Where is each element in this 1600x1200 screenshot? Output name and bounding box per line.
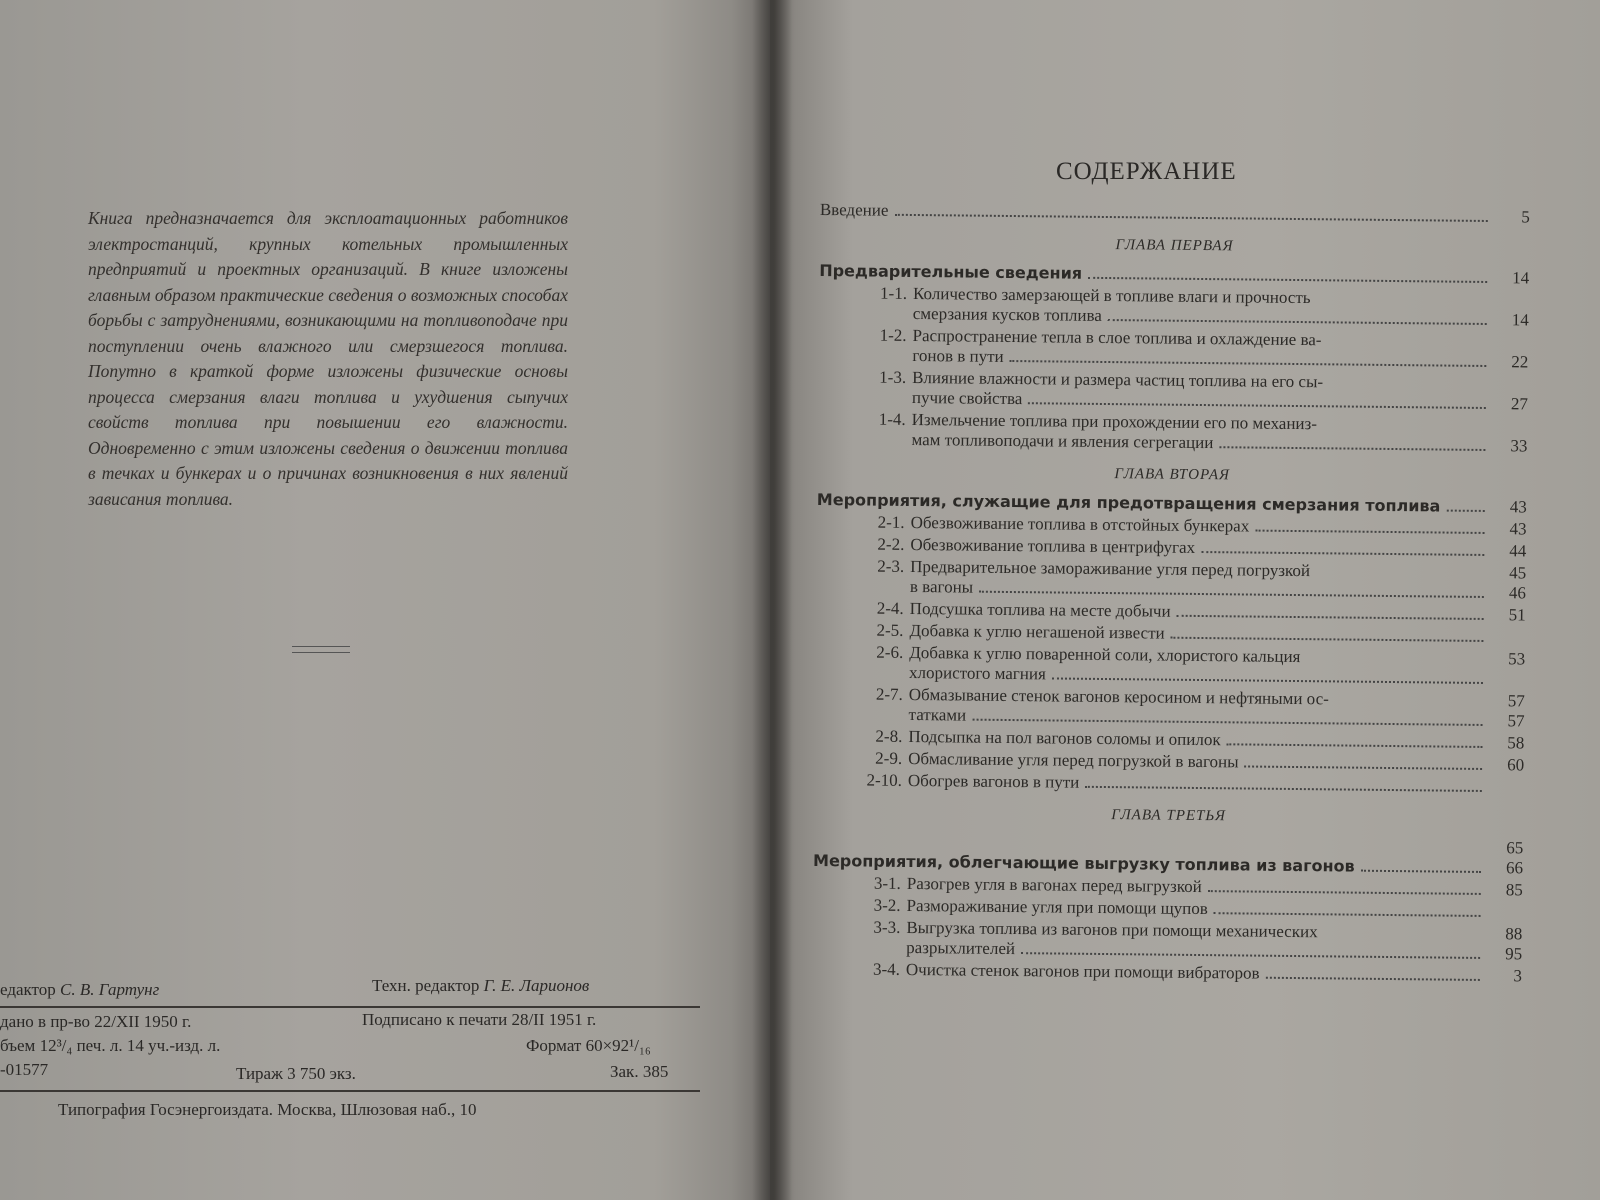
line-spacer <box>1321 345 1492 347</box>
section-title-line2: в вагоны <box>909 576 974 597</box>
printer-info: Типография Госэнергоиздата. Москва, Шлюзовая наб., 10 <box>58 1100 477 1119</box>
section-title-line1: Обмасливание угля перед погрузкой в вагоны <box>908 748 1239 772</box>
section-title-line2: разрыхлителей <box>906 937 1016 959</box>
dot-leader <box>1255 530 1484 534</box>
imprint-rule-bottom <box>0 1090 700 1092</box>
section-number: 1-3. <box>879 367 907 387</box>
section-page: 60 <box>1507 755 1525 775</box>
toc-section-2-6[interactable] <box>815 642 1525 689</box>
section-title-line1: Измельчение топлива при прохождении его по механиз- <box>911 409 1318 434</box>
toc-section-1-4[interactable] <box>817 409 1527 456</box>
dot-leader <box>1028 402 1486 409</box>
tech-editor-name: Г. Е. Ларионов <box>483 976 590 995</box>
imprint-rule-top <box>0 1006 700 1008</box>
line-spacer <box>1311 303 1493 305</box>
toc-section-2-3[interactable] <box>816 556 1526 603</box>
section-title-line2: хлористого магния <box>908 662 1046 684</box>
dot-leader <box>979 591 1484 598</box>
section-title-line1: Добавка к углю негашеной извести <box>909 620 1165 643</box>
chapter-page: 43 <box>1509 497 1527 517</box>
chapter-title: Предварительные сведения <box>819 260 1083 283</box>
divider-rule <box>292 646 350 653</box>
annotation-text: Книга предназначается для эксплоатационных работников электростанций, крупных котельных промышленных предприятий и проектных организаций. В книге изложены главным образом практические сведения о возможных способах борьбы с затруднениями, возникающими на топливоподаче при поступлении очень влажного или смерзшегося топлива. Попутно в краткой форме изложены физические основы процесса смерзания влаги топлива и ухудшения сыпучих свойств топлива при повышении его влажности. Одновременно с этим изложены сведения о движении топлива в течках и бункерах и о причинах возникновения в них явлений зависания топлива. <box>88 208 568 509</box>
section-page: 95 <box>1505 944 1523 964</box>
section-title-line1: Обмазывание стенок вагонов керосином и нефтяными ос- <box>908 684 1329 709</box>
section-title-line1: Выгрузка топлива из вагонов при помощи механических <box>906 917 1318 942</box>
dot-leader <box>1446 510 1484 512</box>
section-title-line1: Очистка стенок вагонов при помощи вибраторов <box>905 959 1260 983</box>
line-spacer <box>1318 937 1487 939</box>
section-number: 3-2. <box>873 895 901 915</box>
section-number: 2-2. <box>877 534 905 554</box>
section-body <box>909 643 1525 689</box>
section-title-line1: Размораживание угля при помощи щупов <box>906 895 1208 919</box>
section-page: 14 <box>1511 310 1529 330</box>
chapter-title: Мероприятия, служащие для предотвращения смерзания топлива <box>816 489 1441 516</box>
book-annotation <box>88 206 568 512</box>
tech-editor-line <box>372 976 589 996</box>
dot-leader <box>1021 952 1480 959</box>
section-number: 1-2. <box>879 325 907 345</box>
section-number: 2-5. <box>876 620 904 640</box>
section-line <box>906 960 1522 986</box>
submitted-date: дано в пр-во 22/XII 1950 г. <box>0 1012 192 1031</box>
chapter-page-top: 65 <box>1506 838 1524 858</box>
section-title-line2: смерзания кусков топлива <box>912 303 1102 325</box>
line-spacer <box>1310 576 1490 578</box>
section-title-line1: Добавка к углю поваренной соли, хлористого кальция <box>909 642 1301 667</box>
dot-leader <box>1085 786 1482 792</box>
line-spacer <box>1300 662 1489 664</box>
tech-editor-label: Техн. редактор <box>372 976 480 995</box>
dot-leader <box>1177 615 1484 620</box>
print-run: Тираж 3 750 экз. <box>236 1064 356 1083</box>
editor-name: С. В. Гартунг <box>60 980 160 999</box>
dot-leader <box>1088 277 1487 283</box>
code-info: -01577 <box>0 1060 49 1079</box>
section-number: 2-7. <box>875 684 903 704</box>
dot-leader <box>1208 890 1481 895</box>
section-title-line1: Обогрев вагонов в пути <box>907 770 1080 792</box>
section-page-top: 53 <box>1508 649 1526 669</box>
section-page: 27 <box>1510 394 1529 414</box>
section-page: 46 <box>1508 583 1527 603</box>
toc-title: СОДЕРЖАНИЕ <box>1056 158 1237 185</box>
section-page-top: 45 <box>1509 563 1527 583</box>
section-number: 3-4. <box>872 959 901 979</box>
section-body <box>906 960 1522 986</box>
book-gutter <box>752 0 792 1200</box>
section-body <box>913 284 1529 330</box>
section-title-line1: Подсыпка на пол вагонов соломы и опилок <box>908 726 1221 750</box>
section-number: 2-4. <box>876 598 904 618</box>
toc-section-1-2[interactable] <box>818 325 1528 372</box>
toc-section-2-7[interactable] <box>815 684 1525 731</box>
dot-leader <box>1265 977 1479 981</box>
section-number: 2-3. <box>877 556 905 576</box>
section-page: 33 <box>1510 436 1528 456</box>
section-number: 2-1. <box>877 512 905 532</box>
toc-section-3-3[interactable] <box>812 917 1522 964</box>
signed-date: Подписано к печати 28/II 1951 г. <box>362 1010 597 1029</box>
section-title-line1: Влияние влажности и размера частиц топлива на его сы- <box>912 367 1324 392</box>
section-title-line2: гонов в пути <box>912 345 1004 366</box>
section-title-line2: мам топливоподачи и явления сегрегации <box>911 429 1214 453</box>
section-page-top: 57 <box>1507 691 1525 711</box>
toc-section-1-3[interactable] <box>818 367 1528 414</box>
dot-leader <box>1010 360 1487 367</box>
dot-leader <box>972 719 1482 726</box>
dot-leader <box>1052 677 1483 684</box>
line-spacer <box>1329 704 1489 706</box>
section-body <box>910 557 1526 603</box>
dot-leader <box>1245 765 1483 769</box>
line-spacer <box>1323 387 1492 389</box>
section-number: 2-6. <box>876 642 904 662</box>
section-body <box>911 410 1527 456</box>
volume-info: бъем 12³/₄ печ. л. 14 уч.-изд. л. <box>0 1036 221 1055</box>
section-title-line1: Обезвоживание топлива в центрифугах <box>910 534 1196 557</box>
toc-intro-label: Введение <box>819 200 889 220</box>
line-spacer <box>1317 429 1492 431</box>
section-body <box>908 771 1524 797</box>
section-page: 51 <box>1508 605 1526 625</box>
section-number: 1-1. <box>880 283 908 303</box>
section-page: 3 <box>1513 966 1523 986</box>
order-number: Зак. 385 <box>610 1062 669 1081</box>
dot-leader <box>1108 319 1487 325</box>
chapter-title: Мероприятия, облегчающие выгрузку топлива из вагонов <box>812 850 1355 876</box>
chapter-label: ГЛАВА ПЕРВАЯ <box>1115 237 1234 255</box>
section-page: 22 <box>1511 352 1529 372</box>
section-page: 44 <box>1509 541 1527 561</box>
toc-intro-page: 5 <box>1521 207 1530 227</box>
chapter-page: 14 <box>1512 268 1530 288</box>
toc-chapters <box>812 234 1530 986</box>
section-title-line1: Предварительное замораживание угля перед погрузкой <box>910 556 1311 581</box>
editor-label: едактор <box>0 980 56 999</box>
section-number: 3-1. <box>873 873 901 893</box>
section-page: 57 <box>1507 711 1525 731</box>
dot-leader <box>1214 912 1481 917</box>
dot-leader <box>1227 743 1483 748</box>
editor-line <box>0 980 159 1000</box>
dot-leader <box>1201 551 1484 556</box>
toc-section-1-1[interactable] <box>819 283 1529 330</box>
section-body <box>909 685 1525 731</box>
chapter-page: 66 <box>1505 858 1524 878</box>
section-page: 85 <box>1505 880 1523 900</box>
section-title-line1: Количество замерзающей в топливе влаги и прочность <box>912 283 1311 308</box>
section-number: 2-10. <box>866 770 903 790</box>
dot-leader <box>1219 446 1485 451</box>
section-number: 3-3. <box>873 917 901 937</box>
chapter-label: ГЛАВА ТРЕТЬЯ <box>1111 807 1226 825</box>
section-body <box>906 918 1522 964</box>
chapter-label: ГЛАВА ВТОРАЯ <box>1114 466 1230 484</box>
section-number: 2-8. <box>875 726 903 746</box>
section-body <box>912 326 1528 372</box>
section-title-line2: пучие свойства <box>911 387 1023 409</box>
dot-leader <box>894 214 1487 222</box>
section-page-top: 88 <box>1505 924 1523 944</box>
section-number: 1-4. <box>878 409 906 429</box>
section-title-line1: Подсушка топлива на месте добычи <box>909 598 1171 621</box>
section-title-line2: татками <box>908 704 967 725</box>
section-line <box>908 771 1524 797</box>
format-info: Формат 60×92¹/₁₆ <box>526 1036 651 1055</box>
dot-leader <box>1171 637 1484 642</box>
imprint-block <box>0 976 710 1130</box>
dot-leader <box>1361 870 1481 873</box>
section-title-line1: Разогрев угля в вагонах перед выгрузкой <box>906 873 1202 897</box>
section-page: 43 <box>1509 519 1527 539</box>
left-page <box>0 0 770 1200</box>
section-body <box>912 368 1528 414</box>
section-title-line1: Обезвоживание топлива в отстойных бункерах <box>910 512 1250 536</box>
section-page: 58 <box>1507 733 1525 753</box>
table-of-contents <box>812 200 1530 988</box>
section-number: 2-9. <box>875 748 903 768</box>
section-title-line1: Распространение тепла в слое топлива и охлаждение ва- <box>912 325 1322 350</box>
